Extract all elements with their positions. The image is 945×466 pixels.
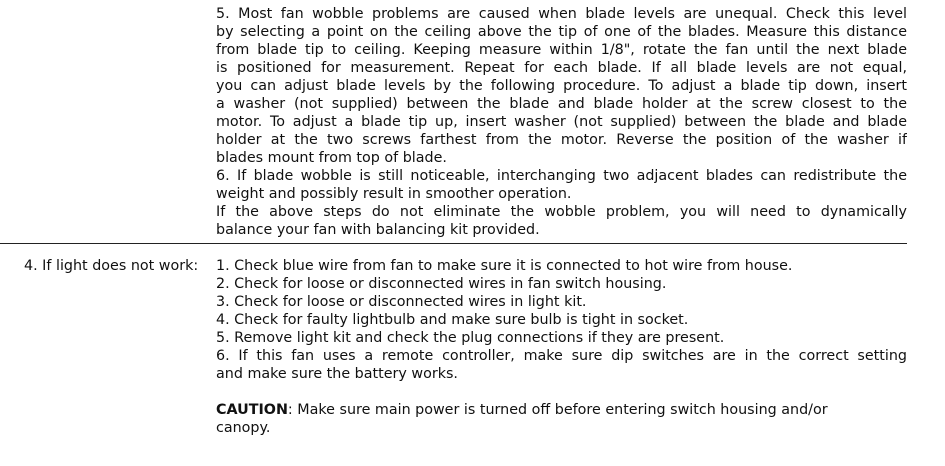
light-step-6-cont: and make sure the battery works.	[216, 366, 458, 382]
text-line: 6. If blade wobble is still noticeable, interchanging two adjacent blades can redistribute the	[216, 168, 907, 184]
light-step-2: 2. Check for loose or disconnected wires in fan switch housing.	[216, 276, 667, 292]
text-line: is positioned for measurement. Repeat for each blade. If all blade levels are not equal,	[216, 60, 907, 76]
text-line: by selecting a point on the ceiling above the tip of one of the blades. Measure this distance	[216, 24, 907, 40]
wobble-section	[216, 5, 907, 239]
caution-text: : Make sure main power is turned off before entering switch housing and/or	[287, 402, 828, 418]
light-step-3: 3. Check for loose or disconnected wires in light kit.	[216, 294, 587, 310]
section-divider	[0, 243, 907, 244]
light-step-5: 5. Remove light kit and check the plug connections if they are present.	[216, 330, 725, 346]
light-step-4: 4. Check for faulty lightbulb and make sure bulb is tight in socket.	[216, 312, 689, 328]
text-line: If the above steps do not eliminate the wobble problem, you will need to dynamically	[216, 204, 907, 220]
light-step-6: 6. If this fan uses a remote controller, make sure dip switches are in the correct setting	[216, 348, 907, 364]
text-line: from blade tip to ceiling. Keeping measure within 1/8", rotate the fan until the next blade	[216, 42, 907, 58]
caution-label: CAUTION	[216, 402, 288, 418]
text-line: blades mount from top of blade.	[216, 150, 447, 166]
text-line: weight and possibly result in smoother operation.	[216, 186, 572, 202]
caution-note	[216, 401, 907, 419]
wobble-step-6	[216, 167, 907, 203]
text-line: you can adjust blade levels by the following procedure. To adjust a blade tip down, insert	[216, 78, 907, 94]
caution-text-cont: canopy.	[216, 420, 271, 436]
wobble-step-5	[216, 5, 907, 167]
text-line: holder at the two screws farthest from the motor. Reverse the position of the washer if	[216, 132, 907, 148]
text-line: a washer (not supplied) between the blade and blade holder at the screw closest to the	[216, 96, 907, 112]
light-step-1: 1. Check blue wire from fan to make sure it is connected to hot wire from house.	[216, 258, 793, 274]
text-line: balance your fan with balancing kit provided.	[216, 222, 540, 238]
text-line: 5. Most fan wobble problems are caused when blade levels are unequal. Check this level	[216, 6, 907, 22]
text-line: motor. To adjust a blade tip up, insert washer (not supplied) between the blade and blade	[216, 114, 907, 130]
light-section-label: 4. If light does not work:	[24, 258, 199, 274]
wobble-closing	[216, 203, 907, 239]
light-section-steps	[216, 257, 907, 437]
